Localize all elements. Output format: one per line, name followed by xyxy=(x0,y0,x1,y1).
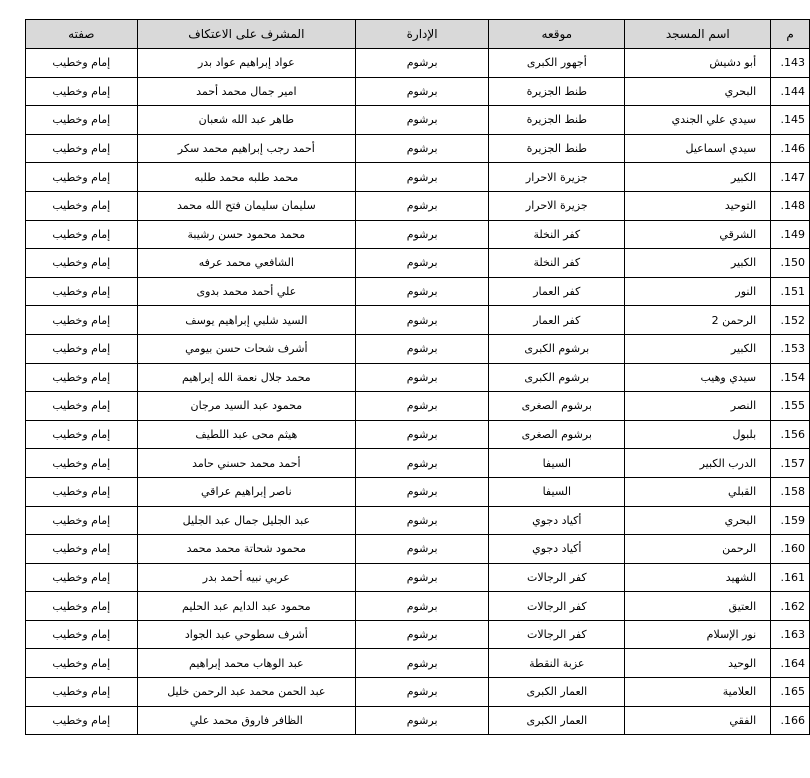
number-cell: .148 xyxy=(771,191,810,220)
header-supervisor: المشرف على الاعتكاف xyxy=(137,20,355,49)
location-cell: كفر الرجالات xyxy=(489,620,625,649)
admin-cell: برشوم xyxy=(356,506,489,535)
admin-cell: برشوم xyxy=(356,449,489,478)
location-cell: كفر النخلة xyxy=(489,249,625,278)
table-row xyxy=(26,334,810,363)
role-cell: إمام وخطيب xyxy=(26,191,138,220)
admin-cell: برشوم xyxy=(356,363,489,392)
admin-cell: برشوم xyxy=(356,678,489,707)
table-row xyxy=(26,277,810,306)
table-row xyxy=(26,420,810,449)
location-cell: طنط الجزيرة xyxy=(489,77,625,106)
mosque-name-cell: العلامية xyxy=(625,678,771,707)
table-row xyxy=(26,163,810,192)
number-cell: .160 xyxy=(771,535,810,564)
mosque-name-cell: الكبير xyxy=(625,163,771,192)
supervisor-cell: عبد الجليل جمال عبد الجليل xyxy=(137,506,355,535)
table-row xyxy=(26,477,810,506)
role-cell: إمام وخطيب xyxy=(26,220,138,249)
table-body xyxy=(26,49,810,735)
header-location: موقعه xyxy=(489,20,625,49)
supervisor-cell: امير جمال محمد أحمد xyxy=(137,77,355,106)
mosque-name-cell: الرحمن 2 xyxy=(625,306,771,335)
admin-cell: برشوم xyxy=(356,191,489,220)
role-cell: إمام وخطيب xyxy=(26,535,138,564)
table-row xyxy=(26,449,810,478)
table-row xyxy=(26,592,810,621)
supervisor-cell: محمد جلال نعمة الله إبراهيم xyxy=(137,363,355,392)
number-cell: .143 xyxy=(771,49,810,78)
location-cell: برشوم الكبرى xyxy=(489,334,625,363)
mosque-name-cell: النصر xyxy=(625,392,771,421)
mosque-name-cell: نور الإسلام xyxy=(625,620,771,649)
supervisor-cell: الظافر فاروق محمد علي xyxy=(137,706,355,735)
mosque-name-cell: الفقي xyxy=(625,706,771,735)
location-cell: طنط الجزيرة xyxy=(489,134,625,163)
mosque-name-cell: سيدي وهيب xyxy=(625,363,771,392)
number-cell: .152 xyxy=(771,306,810,335)
supervisor-cell: أحمد محمد حسني حامد xyxy=(137,449,355,478)
table-row xyxy=(26,220,810,249)
role-cell: إمام وخطيب xyxy=(26,563,138,592)
admin-cell: برشوم xyxy=(356,563,489,592)
table-row xyxy=(26,306,810,335)
number-cell: .162 xyxy=(771,592,810,621)
number-cell: .164 xyxy=(771,649,810,678)
location-cell: كفر النخلة xyxy=(489,220,625,249)
supervisor-cell: أشرف سطوحي عبد الجواد xyxy=(137,620,355,649)
number-cell: .166 xyxy=(771,706,810,735)
location-cell: كفر الرجالات xyxy=(489,563,625,592)
role-cell: إمام وخطيب xyxy=(26,649,138,678)
location-cell: برشوم الكبرى xyxy=(489,363,625,392)
role-cell: إمام وخطيب xyxy=(26,392,138,421)
supervisor-cell: محمد محمود حسن رشيبة xyxy=(137,220,355,249)
role-cell: إمام وخطيب xyxy=(26,449,138,478)
number-cell: .159 xyxy=(771,506,810,535)
table-row xyxy=(26,249,810,278)
mosque-name-cell: الشهيد xyxy=(625,563,771,592)
header-row xyxy=(26,20,810,49)
role-cell: إمام وخطيب xyxy=(26,334,138,363)
admin-cell: برشوم xyxy=(356,220,489,249)
supervisor-cell: محمود شحاتة محمد محمد xyxy=(137,535,355,564)
role-cell: إمام وخطيب xyxy=(26,306,138,335)
mosque-name-cell: الكبير xyxy=(625,249,771,278)
location-cell: أكياد دجوي xyxy=(489,506,625,535)
admin-cell: برشوم xyxy=(356,620,489,649)
table-row xyxy=(26,649,810,678)
number-cell: .153 xyxy=(771,334,810,363)
number-cell: .151 xyxy=(771,277,810,306)
supervisor-cell: محمد طلبه محمد طلبه xyxy=(137,163,355,192)
number-cell: .156 xyxy=(771,420,810,449)
header-role: صفته xyxy=(26,20,138,49)
location-cell: طنط الجزيرة xyxy=(489,106,625,135)
location-cell: السيفا xyxy=(489,477,625,506)
number-cell: .163 xyxy=(771,620,810,649)
supervisor-cell: طاهر عبد الله شعبان xyxy=(137,106,355,135)
location-cell: العمار الكبرى xyxy=(489,706,625,735)
mosque-name-cell: الشرقي xyxy=(625,220,771,249)
mosque-name-cell: الدرب الكبير xyxy=(625,449,771,478)
role-cell: إمام وخطيب xyxy=(26,506,138,535)
header-admin: الإدارة xyxy=(356,20,489,49)
admin-cell: برشوم xyxy=(356,706,489,735)
location-cell: برشوم الصغرى xyxy=(489,392,625,421)
role-cell: إمام وخطيب xyxy=(26,49,138,78)
table-row xyxy=(26,49,810,78)
location-cell: السيفا xyxy=(489,449,625,478)
supervisor-cell: عربي نبيه أحمد بدر xyxy=(137,563,355,592)
role-cell: إمام وخطيب xyxy=(26,163,138,192)
role-cell: إمام وخطيب xyxy=(26,477,138,506)
table-row xyxy=(26,506,810,535)
supervisor-cell: محمود عبد الدايم عبد الحليم xyxy=(137,592,355,621)
supervisor-cell: عواد إبراهيم عواد بدر xyxy=(137,49,355,78)
admin-cell: برشوم xyxy=(356,106,489,135)
table-row xyxy=(26,134,810,163)
location-cell: أكياد دجوي xyxy=(489,535,625,564)
admin-cell: برشوم xyxy=(356,77,489,106)
supervisor-cell: أشرف شحات حسن بيومي xyxy=(137,334,355,363)
supervisor-cell: عبد الحمن محمد عبد الرحمن خليل xyxy=(137,678,355,707)
table-row xyxy=(26,191,810,220)
mosque-name-cell: التوحيد xyxy=(625,191,771,220)
supervisor-cell: سليمان سليمان فتح الله محمد xyxy=(137,191,355,220)
location-cell: كفر العمار xyxy=(489,306,625,335)
location-cell: العمار الكبرى xyxy=(489,678,625,707)
supervisor-cell: السيد شلبي إبراهيم يوسف xyxy=(137,306,355,335)
table-row xyxy=(26,620,810,649)
admin-cell: برشوم xyxy=(356,392,489,421)
supervisor-cell: هيثم محى عبد اللطيف xyxy=(137,420,355,449)
admin-cell: برشوم xyxy=(356,306,489,335)
number-cell: .144 xyxy=(771,77,810,106)
role-cell: إمام وخطيب xyxy=(26,620,138,649)
mosque-name-cell: البحري xyxy=(625,77,771,106)
role-cell: إمام وخطيب xyxy=(26,678,138,707)
table-row xyxy=(26,678,810,707)
header-mosque-name: اسم المسجد xyxy=(625,20,771,49)
table-row xyxy=(26,535,810,564)
location-cell: كفر العمار xyxy=(489,277,625,306)
number-cell: .147 xyxy=(771,163,810,192)
admin-cell: برشوم xyxy=(356,163,489,192)
mosque-name-cell: بلبول xyxy=(625,420,771,449)
supervisor-cell: عبد الوهاب محمد إبراهيم xyxy=(137,649,355,678)
mosque-name-cell: الرحمن xyxy=(625,535,771,564)
mosque-name-cell: الوحيد xyxy=(625,649,771,678)
number-cell: .157 xyxy=(771,449,810,478)
role-cell: إمام وخطيب xyxy=(26,106,138,135)
role-cell: إمام وخطيب xyxy=(26,134,138,163)
location-cell: أجهور الكبرى xyxy=(489,49,625,78)
table-row xyxy=(26,563,810,592)
number-cell: .161 xyxy=(771,563,810,592)
mosque-table xyxy=(25,19,810,735)
header-number: م xyxy=(771,20,810,49)
location-cell: جزيرة الاحرار xyxy=(489,163,625,192)
admin-cell: برشوم xyxy=(356,477,489,506)
number-cell: .150 xyxy=(771,249,810,278)
role-cell: إمام وخطيب xyxy=(26,363,138,392)
admin-cell: برشوم xyxy=(356,277,489,306)
location-cell: كفر الرجالات xyxy=(489,592,625,621)
mosque-name-cell: العتيق xyxy=(625,592,771,621)
table-row xyxy=(26,392,810,421)
supervisor-cell: ناصر إبراهيم عراقي xyxy=(137,477,355,506)
admin-cell: برشوم xyxy=(356,134,489,163)
number-cell: .149 xyxy=(771,220,810,249)
mosque-name-cell: البحري xyxy=(625,506,771,535)
location-cell: عزبة النقطة xyxy=(489,649,625,678)
admin-cell: برشوم xyxy=(356,249,489,278)
number-cell: .158 xyxy=(771,477,810,506)
supervisor-cell: الشافعي محمد عرفه xyxy=(137,249,355,278)
number-cell: .155 xyxy=(771,392,810,421)
location-cell: برشوم الصغرى xyxy=(489,420,625,449)
admin-cell: برشوم xyxy=(356,649,489,678)
mosque-name-cell: سيدي علي الجندي xyxy=(625,106,771,135)
role-cell: إمام وخطيب xyxy=(26,277,138,306)
supervisor-cell: محمود عبد السيد مرجان xyxy=(137,392,355,421)
role-cell: إمام وخطيب xyxy=(26,592,138,621)
table-row xyxy=(26,77,810,106)
supervisor-cell: أحمد رجب إبراهيم محمد سكر xyxy=(137,134,355,163)
admin-cell: برشوم xyxy=(356,420,489,449)
admin-cell: برشوم xyxy=(356,592,489,621)
table-row xyxy=(26,106,810,135)
admin-cell: برشوم xyxy=(356,334,489,363)
number-cell: .154 xyxy=(771,363,810,392)
number-cell: .145 xyxy=(771,106,810,135)
mosque-name-cell: القبلي xyxy=(625,477,771,506)
number-cell: .146 xyxy=(771,134,810,163)
mosque-name-cell: أبو دشيش xyxy=(625,49,771,78)
number-cell: .165 xyxy=(771,678,810,707)
mosque-name-cell: النور xyxy=(625,277,771,306)
supervisor-cell: علي أحمد محمد بدوى xyxy=(137,277,355,306)
table-row xyxy=(26,706,810,735)
mosque-name-cell: الكبير xyxy=(625,334,771,363)
role-cell: إمام وخطيب xyxy=(26,77,138,106)
table-row xyxy=(26,363,810,392)
role-cell: إمام وخطيب xyxy=(26,249,138,278)
admin-cell: برشوم xyxy=(356,49,489,78)
location-cell: جزيرة الاحرار xyxy=(489,191,625,220)
role-cell: إمام وخطيب xyxy=(26,420,138,449)
mosque-name-cell: سيدي اسماعيل xyxy=(625,134,771,163)
role-cell: إمام وخطيب xyxy=(26,706,138,735)
admin-cell: برشوم xyxy=(356,535,489,564)
